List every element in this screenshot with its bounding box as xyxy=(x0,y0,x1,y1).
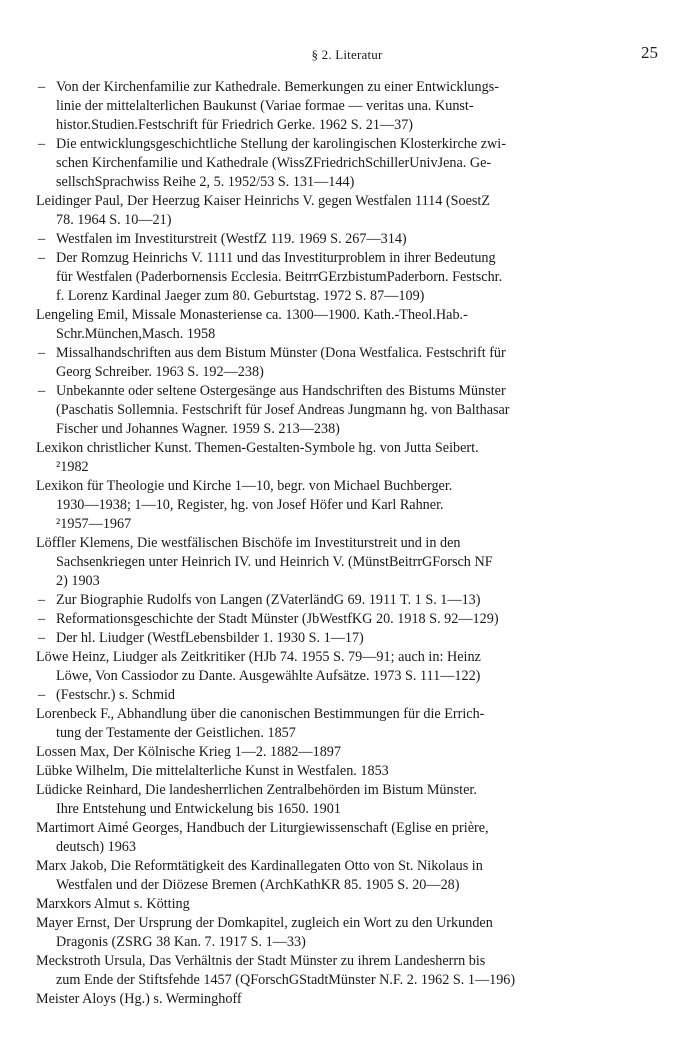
bibliography-entry xyxy=(36,306,644,344)
entry-line: – Zur Biographie Rudolfs von Langen (ZVaterländG 69. 1911 T. 1 S. 1—13) xyxy=(36,591,644,610)
page-number: 25 xyxy=(641,43,658,62)
bibliography-entry xyxy=(36,743,644,762)
entry-line: – Missalhandschriften aus dem Bistum Münster (Dona Westfalica. Festschrift für xyxy=(36,344,644,363)
entry-line: – Der Romzug Heinrichs V. 1111 und das Investiturproblem in ihrer Bedeutung xyxy=(36,249,644,268)
entry-line: Marxkors Almut s. Kötting xyxy=(36,896,190,912)
entry-line: Lossen Max, Der Kölnische Krieg 1—2. 1882—1897 xyxy=(36,744,341,760)
entry-line: Ihre Entstehung und Entwickelung bis 1650. 1901 xyxy=(56,801,341,817)
entry-line: Marx Jakob, Die Reformtätigkeit des Kardinallegaten Otto von St. Nikolaus in xyxy=(36,858,483,874)
entry-line: Lexikon für Theologie und Kirche 1—10, begr. von Michael Buchberger. xyxy=(36,478,453,494)
bibliography-entry xyxy=(36,648,644,686)
bibliography-entry xyxy=(36,781,644,819)
bibliography-entry xyxy=(36,762,644,781)
entry-line: ²1982 xyxy=(56,459,89,475)
entry-line: – Der hl. Liudger (WestfLebensbilder 1. 1930 S. 1—17) xyxy=(36,629,644,648)
bibliography-entry xyxy=(36,591,644,610)
bibliography-entry xyxy=(36,192,644,230)
bibliography-entry xyxy=(36,344,644,382)
entry-line: – Die entwicklungsgeschichtliche Stellung der karolingischen Klosterkirche zwi- xyxy=(36,135,644,154)
bibliography-entry xyxy=(36,610,644,629)
entry-line: 78. 1964 S. 10—21) xyxy=(56,212,172,228)
entry-line: Schr.München,Masch. 1958 xyxy=(56,326,216,342)
entry-line: Westfalen und der Diözese Bremen (ArchKathKR 85. 1905 S. 20—28) xyxy=(56,877,460,893)
entry-line: Löwe Heinz, Liudger als Zeitkritiker (HJb 74. 1955 S. 79—91; auch in: Heinz xyxy=(36,649,481,665)
entry-line: 1930—1938; 1—10, Register, hg. von Josef Höfer und Karl Rahner. xyxy=(56,497,444,513)
entry-line: Martimort Aimé Georges, Handbuch der Liturgiewissenschaft (Eglise en prière, xyxy=(36,820,489,836)
entry-line: Lexikon christlicher Kunst. Themen-Gestalten-Symbole hg. von Jutta Seibert. xyxy=(36,440,479,456)
entry-line: Löwe, Von Cassiodor zu Dante. Ausgewählte Aufsätze. 1973 S. 111—122) xyxy=(56,668,481,684)
entry-line: Löffler Klemens, Die westfälischen Bischöfe im Investiturstreit und in den xyxy=(36,535,461,551)
entry-line: Mayer Ernst, Der Ursprung der Domkapitel, zugleich ein Wort zu den Urkunden xyxy=(36,915,493,931)
entry-line: f. Lorenz Kardinal Jaeger zum 80. Geburtstag. 1972 S. 87—109) xyxy=(56,288,425,304)
page-header xyxy=(36,43,658,67)
entry-line: 2) 1903 xyxy=(56,573,100,589)
bibliography-entry xyxy=(36,914,644,952)
bibliography-entry xyxy=(36,534,644,591)
bibliography-entry xyxy=(36,439,644,477)
entry-line: Leidinger Paul, Der Heerzug Kaiser Heinrichs V. gegen Westfalen 1114 (SoestZ xyxy=(36,193,491,209)
entry-line: (Paschatis Sollemnia. Festschrift für Josef Andreas Jungmann hg. von Balthasar xyxy=(56,402,510,418)
running-head: § 2. Literatur xyxy=(311,47,383,62)
entry-line: – (Festschr.) s. Schmid xyxy=(36,686,644,705)
entry-line: histor.Studien.Festschrift für Friedrich Gerke. 1962 S. 21—37) xyxy=(56,117,414,133)
entry-line: schen Kirchenfamilie und Kathedrale (WissZFriedrichSchillerUnivJena. Ge- xyxy=(56,155,492,171)
entry-line: – Reformationsgeschichte der Stadt Münster (JbWestfKG 20. 1918 S. 92—129) xyxy=(36,610,644,629)
bibliography-entry xyxy=(36,382,644,439)
bibliography-entry xyxy=(36,952,644,990)
bibliography-entry xyxy=(36,990,644,1009)
entry-line: sellschSprachwiss Reihe 2, 5. 1952/53 S. 131—144) xyxy=(56,174,355,190)
entry-line: Meister Aloys (Hg.) s. Werminghoff xyxy=(36,991,242,1007)
bibliography-entry xyxy=(36,230,644,249)
bibliography-list xyxy=(36,78,644,1009)
entry-line: Fischer und Johannes Wagner. 1959 S. 213—238) xyxy=(56,421,340,437)
entry-line: Lübke Wilhelm, Die mittelalterliche Kunst in Westfalen. 1853 xyxy=(36,763,389,779)
bibliography-entry xyxy=(36,477,644,534)
entry-line: Sachsenkriegen unter Heinrich IV. und Heinrich V. (MünstBeitrrGForsch NF xyxy=(56,554,493,570)
entry-line: Lorenbeck F., Abhandlung über die canonischen Bestimmungen für die Errich- xyxy=(36,706,485,722)
entry-line: – Unbekannte oder seltene Ostergesänge aus Handschriften des Bistums Münster xyxy=(36,382,644,401)
entry-line: deutsch) 1963 xyxy=(56,839,136,855)
bibliography-entry xyxy=(36,895,644,914)
entry-line: Dragonis (ZSRG 38 Kan. 7. 1917 S. 1—33) xyxy=(56,934,306,950)
bibliography-entry xyxy=(36,78,644,135)
bibliography-entry xyxy=(36,686,644,705)
bibliography-entry xyxy=(36,135,644,192)
entry-line: zum Ende der Stiftsfehde 1457 (QForschGStadtMünster N.F. 2. 1962 S. 1—196) xyxy=(56,972,516,988)
bibliography-entry xyxy=(36,249,644,306)
entry-line: – Von der Kirchenfamilie zur Kathedrale. Bemerkungen zu einer Entwicklungs- xyxy=(36,78,644,97)
entry-line: Lüdicke Reinhard, Die landesherrlichen Zentralbehörden im Bistum Münster. xyxy=(36,782,477,798)
entry-line: ²1957—1967 xyxy=(56,516,132,532)
bibliography-entry xyxy=(36,705,644,743)
entry-line: – Westfalen im Investiturstreit (WestfZ 119. 1969 S. 267—314) xyxy=(36,230,644,249)
entry-line: Georg Schreiber. 1963 S. 192—238) xyxy=(56,364,264,380)
bibliography-entry xyxy=(36,629,644,648)
entry-line: tung der Testamente der Geistlichen. 1857 xyxy=(56,725,296,741)
entry-line: für Westfalen (Paderbornensis Ecclesia. BeitrrGErzbistumPaderborn. Festschr. xyxy=(56,269,503,285)
bibliography-entry xyxy=(36,819,644,857)
entry-line: Lengeling Emil, Missale Monasteriense ca. 1300—1900. Kath.-Theol.Hab.- xyxy=(36,307,468,323)
entry-line: linie der mittelalterlichen Baukunst (Variae formae — veritas una. Kunst- xyxy=(56,98,474,114)
entry-line: Meckstroth Ursula, Das Verhältnis der Stadt Münster zu ihrem Landesherrn bis xyxy=(36,953,486,969)
bibliography-entry xyxy=(36,857,644,895)
